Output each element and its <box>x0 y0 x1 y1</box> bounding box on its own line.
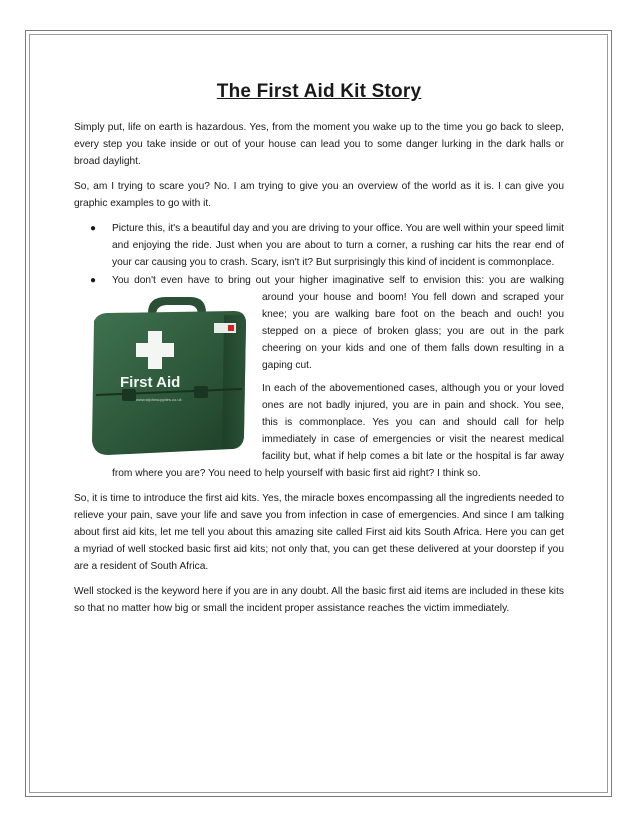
paragraph-intro: Simply put, life on earth is hazardous. Yes, from the moment you wake up to the time you go back to sleep, every step you take inside or out of your house can lead you to some danger lurking in the dark halls or broad daylight. <box>74 122 564 167</box>
paragraph-first-aid-kits: So, it is time to introduce the first aid kits. Yes, the miracle boxes encompassing all the ingredients needed to relieve your pain, save your life and save you from infection in case of emergencies. And since I am talking about first aid kits, let me tell you about this amazing site called First aid kits South Africa. Here you can get a myriad of well stocked basic first aid kits; not only that, you can get these delivered at your doorstep if you are a resident of South Africa. <box>74 493 564 572</box>
example-list <box>74 220 564 482</box>
bullet-icon: ● <box>90 223 97 234</box>
list-item <box>74 220 564 271</box>
svg-text:www.stjohnsupplies.co.uk: www.stjohnsupplies.co.uk <box>136 397 182 402</box>
first-aid-kit-image <box>74 291 252 461</box>
document-title: The First Aid Kit Story <box>216 81 422 102</box>
bullet-icon: ● <box>90 275 97 286</box>
list-item-text-continued: around your house and boom! You fell down and scraped your knee; you are walking bare foot on the beach and ouch! you stepped on a piece of broken glass; you are out in the park cheering on your kids and one of them falls down resulting in a gaping cut. <box>262 292 564 371</box>
document-body <box>74 80 564 625</box>
list-item-text: Picture this, it's a beautiful day and you are driving to your office. You are well within your speed limit and enjoying the ride. Just when you are about to turn a corner, a rushing car hits the rear end of your car causing you to crash. Scary, isn't it? But surprisingly this kind of incident is commonplace. <box>112 223 564 268</box>
paragraph-well-stocked: Well stocked is the keyword here if you are in any doubt. All the basic first aid items are included in these kits so that no matter how big or small the incident proper assistance reaches the victim immediately. <box>74 586 564 614</box>
paragraph-overview: So, am I trying to scare you? No. I am trying to give you an overview of the world as it is. I can give you graphic examples to go with it. <box>74 181 564 209</box>
kit-label: First Aid <box>120 374 181 391</box>
paragraph-followup: In each of the abovementioned cases, although you or your loved ones are not badly injured, you are in pain and shock. You see, this is commonplace. Yes you can and should call for help immediately in case of emergencies or visit the nearest medical facility but, what if help comes a bit late or the hospital is far away from where you are? You need to help yourself with basic first aid right? I think so. <box>112 383 564 479</box>
list-item-text: You don't even have to bring out your higher imaginative self to envision this: you are walking <box>112 275 564 286</box>
list-item <box>74 272 564 482</box>
